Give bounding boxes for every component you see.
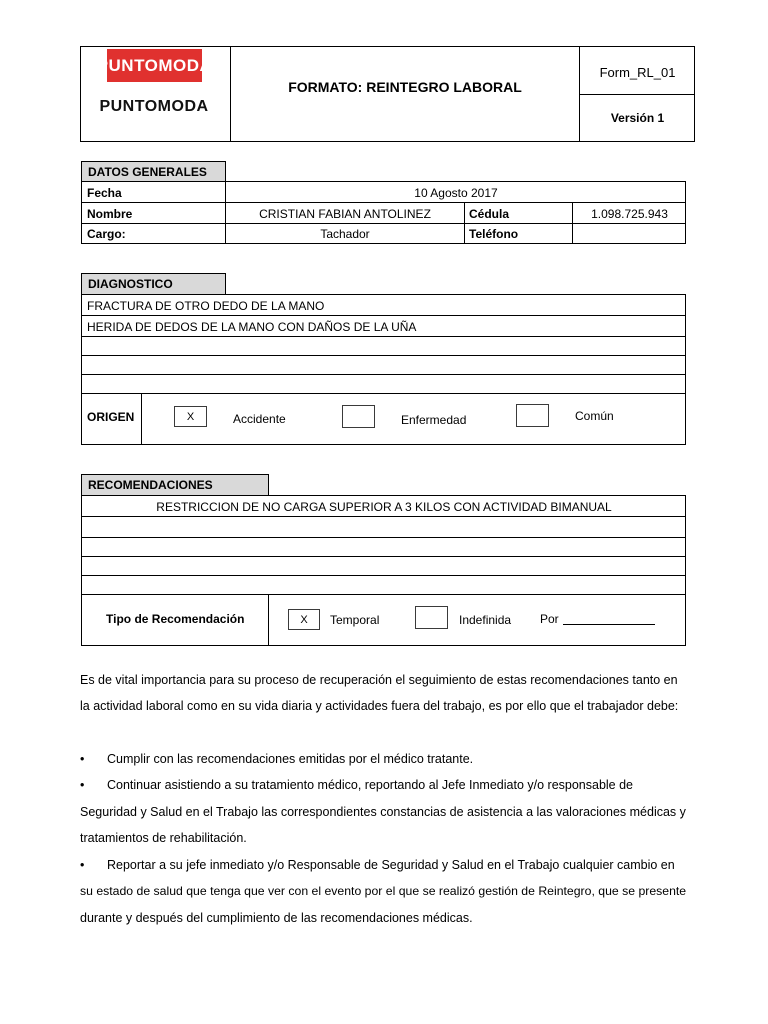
recomendacion-line bbox=[87, 557, 682, 575]
telefono-label: Teléfono bbox=[469, 227, 519, 241]
recomendacion-line bbox=[87, 576, 682, 594]
indefinida-checkbox[interactable] bbox=[415, 606, 448, 629]
cargo-label: Cargo: bbox=[87, 227, 126, 241]
logo-top-text: PUNTOMODA bbox=[96, 55, 213, 75]
bullet-text: durante y después del cumplimiento de las recomendaciones médicas. bbox=[80, 911, 473, 925]
por-label: Por bbox=[540, 612, 559, 626]
fecha-label: Fecha bbox=[87, 185, 122, 200]
fecha-value: 10 Agosto 2017 bbox=[414, 185, 498, 200]
diagnostico-line: HERIDA DE DEDOS DE LA MANO CON DAÑOS DE LA UÑA bbox=[87, 319, 417, 334]
logo-red bbox=[96, 49, 213, 82]
tipo-recomendacion-label: Tipo de Recomendación bbox=[106, 612, 245, 626]
bullet-glyph: • bbox=[80, 858, 85, 872]
diag-line-5 bbox=[81, 393, 686, 394]
recomendaciones-header: RECOMENDACIONES bbox=[81, 474, 269, 496]
logo-dark bbox=[99, 94, 209, 120]
bullet-text: Seguridad y Salud en el Trabajo las correspondientes constancias de asistencia a las valoraciones médicas y bbox=[80, 805, 686, 819]
form-code: Form_RL_01 bbox=[599, 64, 676, 80]
bullet-text: su estado de salud que tenga que ver con el evento por el que se realizó gestión de Reintegro, que se presente bbox=[80, 884, 687, 898]
comun-label: Común bbox=[575, 409, 614, 423]
recomendacion-line: RESTRICCION DE NO CARGA SUPERIOR A 3 KILOS CON ACTIVIDAD BIMANUAL bbox=[156, 499, 612, 514]
indefinida-label: Indefinida bbox=[459, 613, 512, 627]
bullet-glyph: • bbox=[80, 778, 85, 792]
datos-col-line-2 bbox=[464, 202, 465, 244]
form-title: FORMATO: REINTEGRO LABORAL bbox=[288, 79, 522, 95]
accidente-checkbox[interactable] bbox=[174, 406, 207, 427]
bullet-text: Continuar asistiendo a su tratamiento médico, reportando al Jefe Inmediato y/o responsable de bbox=[107, 778, 634, 792]
recomendacion-line bbox=[87, 538, 682, 556]
telefono-value bbox=[573, 224, 686, 244]
accidente-mark: X bbox=[186, 410, 195, 423]
cargo-value: Tachador bbox=[320, 227, 370, 241]
temporal-checkbox[interactable] bbox=[288, 609, 320, 630]
diagnostico-line bbox=[87, 375, 682, 393]
datos-header: DATOS GENERALES bbox=[81, 161, 226, 182]
recomendacion-line bbox=[87, 517, 682, 538]
enfermedad-label: Enfermedad bbox=[401, 413, 467, 427]
intro-line: la actividad laboral como en su vida diaria y actividades fuera del trabajo, es por ello que el trabajador debe: bbox=[80, 699, 679, 713]
enfermedad-checkbox[interactable] bbox=[342, 405, 375, 428]
cedula-value: 1.098.725.943 bbox=[591, 206, 668, 221]
por-blank-line[interactable] bbox=[563, 624, 655, 625]
nombre-value: CRISTIAN FABIAN ANTOLINEZ bbox=[259, 206, 431, 221]
rec-line-5 bbox=[81, 594, 686, 595]
bullet-text: tratamientos de rehabilitación. bbox=[80, 831, 247, 845]
bullet-text: Cumplir con las recomendaciones emitidas por el médico tratante. bbox=[107, 752, 474, 766]
nombre-label: Nombre bbox=[87, 206, 133, 221]
diagnostico-line: FRACTURA DE OTRO DEDO DE LA MANO bbox=[87, 298, 325, 313]
temporal-label: Temporal bbox=[330, 613, 380, 627]
bullet-text: Reportar a su jefe inmediato y/o Responsable de Seguridad y Salud en el Trabajo cualquier cambio en bbox=[107, 858, 675, 872]
diagnostico-header: DIAGNOSTICO bbox=[81, 273, 226, 295]
comun-checkbox[interactable] bbox=[516, 404, 549, 427]
logo-bottom-text: PUNTOMODA bbox=[99, 98, 209, 115]
intro-line: Es de vital importancia para su proceso de recuperación el seguimiento de estas recomendaciones tanto en bbox=[80, 673, 678, 687]
cedula-label: Cédula bbox=[469, 206, 510, 221]
temporal-mark: X bbox=[300, 613, 308, 626]
origen-label: ORIGEN bbox=[87, 410, 135, 424]
accidente-label: Accidente bbox=[233, 412, 286, 426]
diagnostico-line bbox=[87, 356, 682, 374]
bullet-glyph: • bbox=[80, 752, 85, 766]
header-divider-h bbox=[579, 94, 695, 95]
diagnostico-line bbox=[87, 337, 682, 355]
tipo-divider bbox=[268, 594, 269, 646]
form-version: Versión 1 bbox=[610, 111, 665, 125]
